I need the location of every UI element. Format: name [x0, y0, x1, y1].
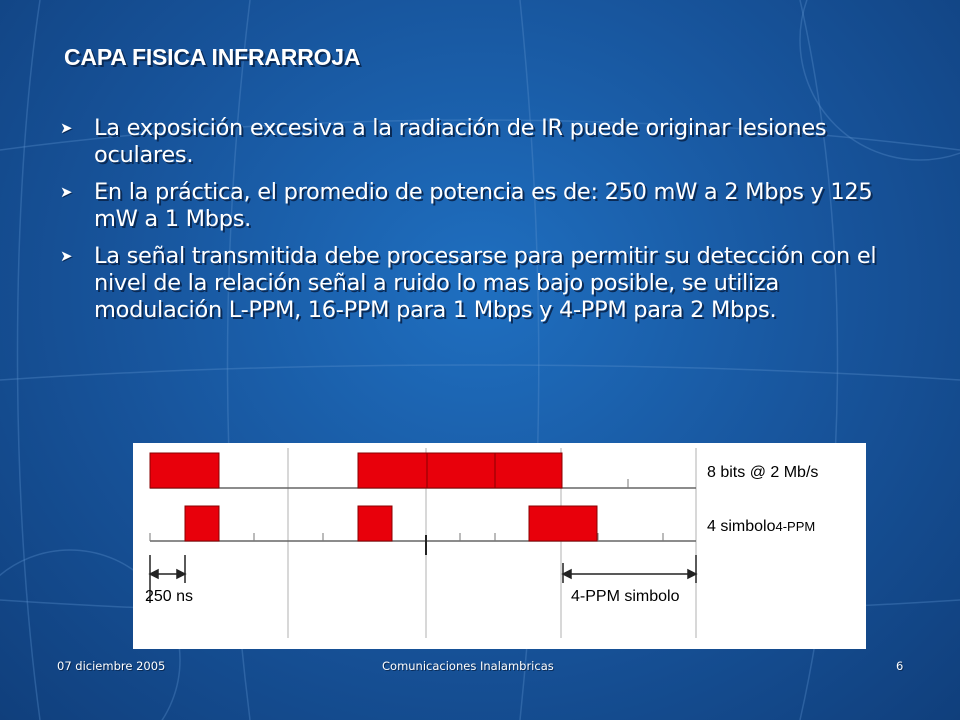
ppm-pulse: [185, 506, 219, 541]
bit-pulse: [358, 453, 427, 488]
bullet-item: [60, 179, 890, 233]
ppm-pulse: [358, 506, 392, 541]
row1-pulses: [150, 453, 562, 488]
row2-pulses: [185, 506, 597, 541]
arrowhead-bullet-icon: ➤: [60, 183, 73, 201]
bit-pulse: [427, 453, 495, 488]
arrowhead-bullet-icon: ➤: [60, 247, 73, 265]
bullet-text: La exposición excesiva a la radiación de IR puede originar lesiones oculares.: [94, 115, 827, 168]
bullet-text: La señal transmitida debe procesarse para permitir su detección con el nivel de la relación señal a ruido lo mas bajo posible, se utiliza modulación L-PPM, 16-PPM para 1 Mbps y 4-PPM para 2 Mbps.: [94, 243, 877, 323]
bit-pulse: [495, 453, 562, 488]
ppm-timing-diagram: [133, 443, 866, 649]
bullet-item: [60, 243, 890, 324]
footer-page-number: 6: [896, 659, 904, 673]
slide-title: CAPA FISICA INFRARROJA: [64, 44, 361, 70]
dim-left-label: 250 ns: [145, 588, 194, 605]
bullet-list: [60, 115, 890, 334]
row1-label: 8 bits @ 2 Mb/s: [707, 464, 819, 481]
footer-center-text: Comunicaciones Inalambricas: [382, 659, 554, 673]
bullet-text: En la práctica, el promedio de potencia es de: 250 mW a 2 Mbps y 125 mW a 1 Mbps.: [94, 179, 873, 232]
arrowhead-bullet-icon: ➤: [60, 119, 73, 137]
footer-date: 07 diciembre 2005: [57, 659, 166, 673]
bullet-item: [60, 115, 890, 169]
row2-label: 4 simbolo4-PPM: [707, 518, 816, 535]
dim-ppm-symbol: [563, 555, 696, 583]
ppm-pulse: [529, 506, 597, 541]
bit-pulse: [150, 453, 219, 488]
dim-right-label: 4-PPM simbolo: [571, 588, 680, 605]
ppm-timing-svg: [133, 443, 866, 649]
